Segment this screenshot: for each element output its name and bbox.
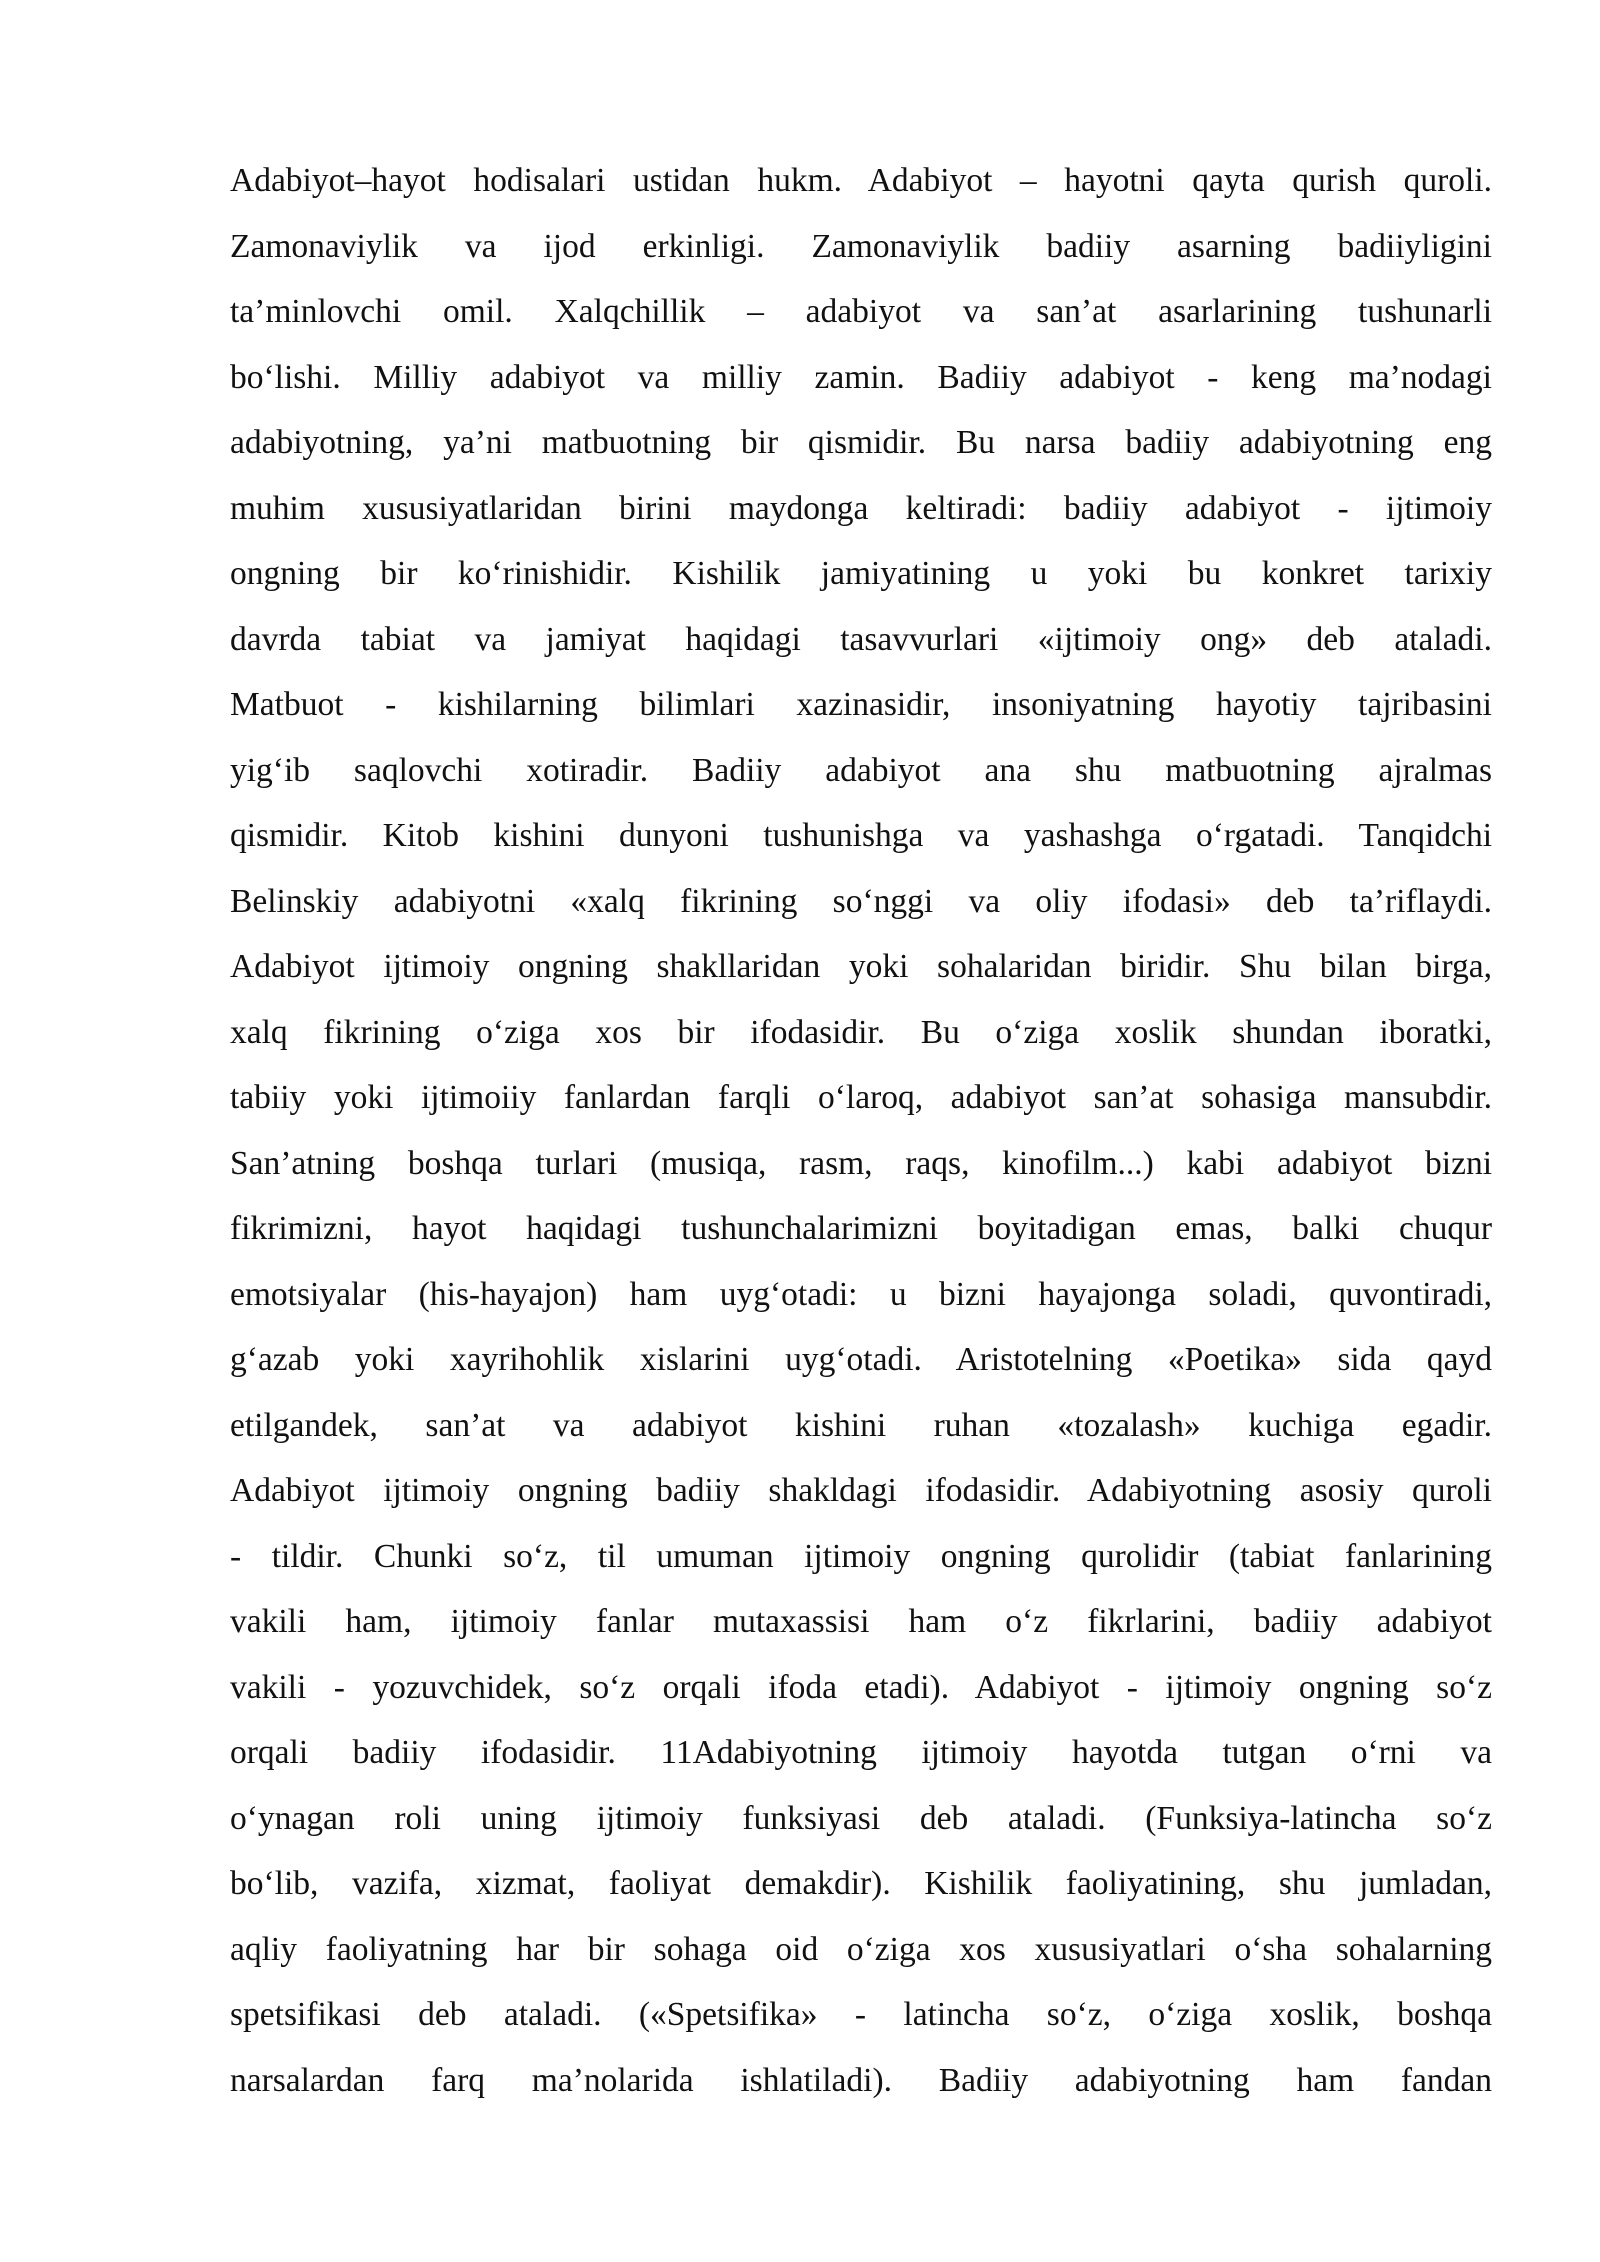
text-line-27: bo‘lib, vazifa, xizmat, faoliyat demakdir). Kishilik faoliyatining, shu jumladan,	[230, 1865, 1492, 1902]
text-line-30: narsalardan farq ma’nolarida ishlatiladi). Badiiy adabiyotning ham fandan	[230, 2061, 1492, 2099]
text-line-17: fikrimizni, hayot haqidagi tushunchalarimizni boyitadigan emas, balki chuqur	[230, 1210, 1492, 1247]
text-line-9: Matbuot - kishilarning bilimlari xazinasidir, insoniyatning hayotiy tajribasini	[230, 686, 1492, 723]
text-line-18: emotsiyalar (his-hayajon) ham uyg‘otadi: u bizni hayajonga soladi, quvontiradi,	[230, 1275, 1492, 1313]
text-line-10: yig‘ib saqlovchi xotiradir. Badiiy adabiyot ana shu matbuotning ajralmas	[230, 751, 1492, 789]
text-line-26: o‘ynagan roli uning ijtimoiy funksiyasi deb ataladi. (Funksiya-latincha so‘z	[230, 1799, 1492, 1837]
text-line-25: orqali badiiy ifodasidir. 11Adabiyotning ijtimoiy hayotda tutgan o‘rni va	[230, 1734, 1492, 1771]
text-line-19: g‘azab yoki xayrihohlik xislarini uyg‘otadi. Aristotelning «Poetika» sida qayd	[230, 1341, 1492, 1378]
text-line-4: bo‘lishi. Milliy adabiyot va milliy zamin. Badiiy adabiyot - keng ma’nodagi	[230, 358, 1492, 396]
text-line-24: vakili - yozuvchidek, so‘z orqali ifoda etadi). Adabiyot - ijtimoiy ongning so‘z	[230, 1668, 1492, 1706]
text-line-5: adabiyotning, ya’ni matbuotning bir qismidir. Bu narsa badiiy adabiyotning eng	[230, 424, 1492, 461]
text-line-22: - tildir. Chunki so‘z, til umuman ijtimoiy ongning qurolidir (tabiat fanlarining	[230, 1537, 1492, 1575]
text-line-16: San’atning boshqa turlari (musiqa, rasm, raqs, kinofilm...) kabi adabiyot bizni	[230, 1144, 1492, 1182]
text-line-12: Belinskiy adabiyotni «xalq fikrining so‘nggi va oliy ifodasi» deb ta’riflaydi.	[230, 882, 1492, 920]
text-line-21: Adabiyot ijtimoiy ongning badiiy shakldagi ifodasidir. Adabiyotning asosiy quroli	[230, 1472, 1492, 1509]
text-line-11: qismidir. Kitob kishini dunyoni tushunishga va yashashga o‘rgatadi. Tanqidchi	[230, 817, 1492, 854]
text-line-15: tabiiy yoki ijtimoiiy fanlardan farqli o‘laroq, adabiyot san’at sohasiga mansubdir.	[230, 1079, 1492, 1116]
body-text	[230, 148, 1492, 2113]
text-line-7: ongning bir ko‘rinishidir. Kishilik jamiyatining u yoki bu konkret tarixiy	[230, 555, 1492, 592]
text-line-2: Zamonaviylik va ijod erkinligi. Zamonaviylik badiiy asarning badiiyligini	[230, 227, 1492, 265]
text-line-14: xalq fikrining o‘ziga xos bir ifodasidir. Bu o‘ziga xoslik shundan iboratki,	[230, 1013, 1492, 1051]
text-line-28: aqliy faoliyatning har bir sohaga oid o‘ziga xos xususiyatlari o‘sha sohalarning	[230, 1930, 1492, 1968]
text-line-8: davrda tabiat va jamiyat haqidagi tasavvurlari «ijtimoiy ong» deb ataladi.	[230, 620, 1492, 658]
text-line-23: vakili ham, ijtimoiy fanlar mutaxassisi ham o‘z fikrlarini, badiiy adabiyot	[230, 1603, 1492, 1640]
text-line-13: Adabiyot ijtimoiy ongning shakllaridan yoki sohalaridan biridir. Shu bilan birga,	[230, 948, 1492, 985]
text-line-20: etilgandek, san’at va adabiyot kishini ruhan «tozalash» kuchiga egadir.	[230, 1406, 1492, 1444]
text-line-1: Adabiyot–hayot hodisalari ustidan hukm. Adabiyot – hayotni qayta qurish quroli.	[230, 162, 1492, 199]
text-line-3: ta’minlovchi omil. Xalqchillik – adabiyot va san’at asarlarining tushunarli	[230, 293, 1492, 330]
text-line-29: spetsifikasi deb ataladi. («Spetsifika» - latincha so‘z, o‘ziga xoslik, boshqa	[230, 1996, 1492, 2033]
text-line-6: muhim xususiyatlaridan birini maydonga keltiradi: badiiy adabiyot - ijtimoiy	[230, 489, 1492, 527]
